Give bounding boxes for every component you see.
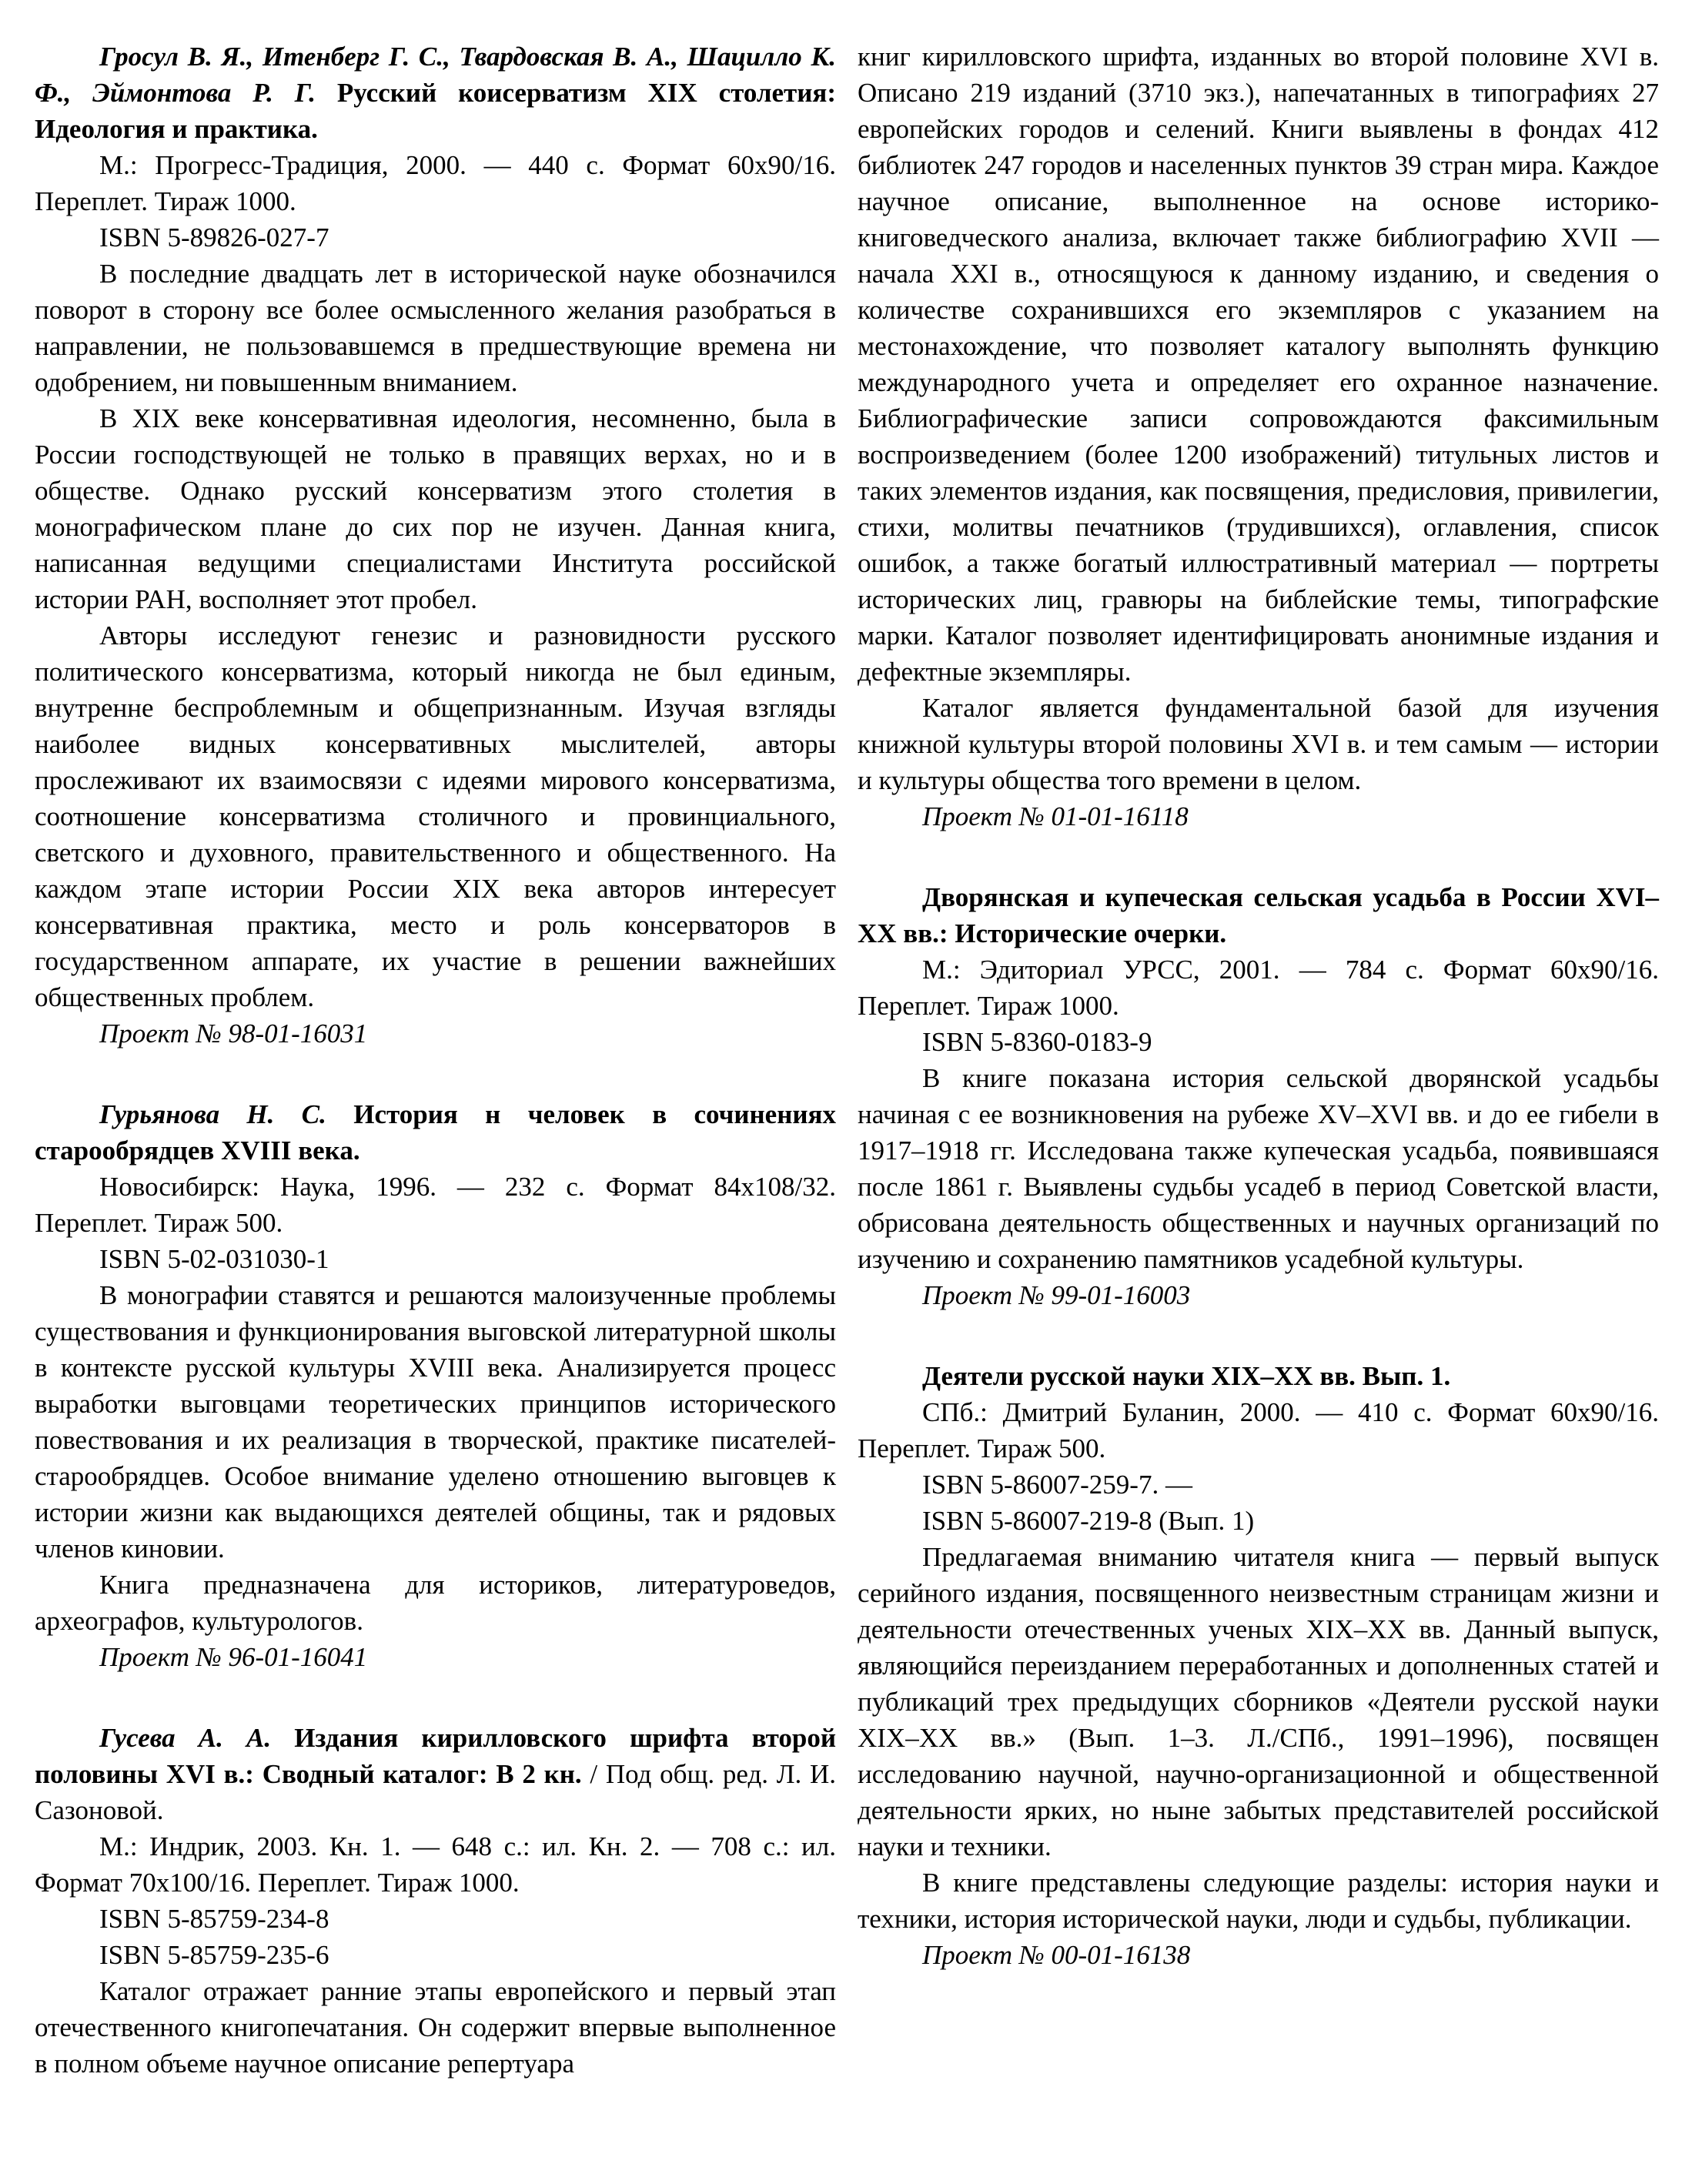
entry-title: История н человек в сочинениях старообрядцев XVIII века. — [35, 1099, 836, 1166]
entry-heading — [35, 1096, 836, 1169]
annotation-paragraph: В книге показана история сельской дворянской усадьбы начиная с ее возникновения на рубеже XV–XVI вв. и до ее гибели в 1917–1918 гг. Исследована также купеческая усадьба, появившаяся после 1861 г. Выявлены судьбы усадеб в период Советской власти, обрисована деятельность общественных и научных организаций по изучению и сохранению памятников усадебной культуры. — [858, 1063, 1659, 1274]
isbn-line: ISBN 5-85759-235-6 — [99, 1940, 329, 1970]
project-number: Проект № 98-01-16031 — [99, 1018, 368, 1049]
annotation-paragraph: В XIX веке консервативная идеология, несомненно, была в России господствующей не только в правящих верхах, но и в обществе. Однако русский консерватизм этого столетия в монографическом плане до сих пор не изучен. Данная книга, написанная ведущими специалистами Института российской истории РАН, восполняет этот пробел. — [35, 403, 836, 614]
imprint-line: М.: Индрик, 2003. Кн. 1. — 648 с.: ил. Кн. 2. — 708 с.: ил. Формат 70х100/16. Переплет. Тираж 1000. — [35, 1831, 836, 1898]
isbn-line: ISBN 5-89826-027-7 — [99, 222, 329, 253]
annotation-paragraph: В монографии ставятся и решаются малоизученные проблемы существования и функционирования выговской литературной школы в контексте русской культуры XVIII века. Анализируется процесс выработки выговцами теоретических принципов исторического повествования и их реализация в творческой, практике писателей-старообрядцев. Особое внимание уделено отношению выговцев к истории жизни как выдающихся деятелей общины, так и рядовых членов киновии. — [35, 1280, 836, 1564]
entry-title: Русский коисерватизм XIX столетия: Идеология и практика. — [35, 78, 836, 144]
entry-authors: Гусева А. А. — [99, 1723, 272, 1753]
isbn-line: ISBN 5-86007-219-8 (Вып. 1) — [922, 1506, 1255, 1536]
annotation-paragraph: Предлагаемая вниманию читателя книга — первый выпуск серийного издания, посвященного неизвестным страницам жизни и деятельности отечественных ученых XIX–XX вв. Данный выпуск, являющийся переизданием переработанных и дополненных статей и публикаций трех предыдущих сборников «Деятели русской науки XIX–XX вв.» (Вып. 1–3. Л./СПб., 1991–1996), посвящен исследованию научной, научно-организационной и общественной деятельности ярких, но ныне забытых представителей российской науки и техники. — [858, 1542, 1659, 1861]
imprint-line: М.: Прогресс-Традиция, 2000. — 440 с. Формат 60х90/16. Переплет. Тираж 1000. — [35, 150, 836, 216]
imprint-line: М.: Эдиториал УРСС, 2001. — 784 с. Формат 60х90/16. Переплет. Тираж 1000. — [858, 955, 1659, 1021]
annotation-paragraph: Книга предназначена для историков, литературоведов, археографов, культурологов. — [35, 1570, 836, 1636]
entry-title: Издания кирилловского шрифта второй половины XVI в.: Сводный каталог: В 2 кн. — [35, 1723, 836, 1789]
isbn-line: ISBN 5-86007-259-7. — — [922, 1470, 1192, 1500]
project-number: Проект № 96-01-16041 — [99, 1642, 368, 1672]
annotation-paragraph: Авторы исследуют генезис и разновидности русского политического консерватизма, который никогда не был единым, внутренне беспроблемным и общепризнанным. Изучая взгляды наиболее видных консервативных мыслителей, авторы прослеживают их взаимосвязи с идеями мирового консерватизма, соотношение консерватизма столичного и провинциального, светского и духовного, правительственного и общественного. На каждом этапе истории России XIX века авторов интересует консервативная практика, место и роль консерваторов в государственном аппарате, их участие в решении важнейших общественных проблем. — [35, 620, 836, 1012]
project-number: Проект № 01-01-16118 — [922, 801, 1189, 831]
entry-title: Дворянская и купеческая сельская усадьба в России XVI–XX вв.: Исторические очерки. — [858, 882, 1659, 948]
annotation-paragraph: Каталог является фундаментальной базой для изучения книжной культуры второй половины XVI в. и тем самым — истории и культуры общества того времени в целом. — [858, 693, 1659, 795]
isbn-line: ISBN 5-8360-0183-9 — [922, 1027, 1152, 1057]
isbn-line: ISBN 5-85759-234-8 — [99, 1904, 329, 1934]
imprint-line: СПб.: Дмитрий Буланин, 2000. — 410 с. Формат 60х90/16. Переплет. Тираж 500. — [858, 1397, 1659, 1463]
left-column — [35, 38, 836, 2184]
annotation-paragraph: Каталог отражает ранние этапы европейского и первый этап отечественного книгопечатания. Он содержит впервые выполненное в полном объеме научное описание репертуара — [35, 1976, 836, 2079]
entry-heading — [858, 879, 1659, 952]
project-number: Проект № 99-01-16003 — [922, 1280, 1191, 1310]
annotation-paragraph: В последние двадцать лет в исторической науке обозначился поворот в сторону все более осмысленного желания разобраться в направлении, не пользовавшемся в предшествующие времена ни одобрением, ни повышенным вниманием. — [35, 259, 836, 397]
entry-heading — [35, 1720, 836, 1828]
annotation-paragraph-continuation: книг кирилловского шрифта, изданных во второй половине XVI в. Описано 219 изданий (3710 экз.), напечатанных в типографиях 27 европейских городов и селений. Книги выявлены в фондах 412 библиотек 247 городов и населенных пунктов 39 стран мира. Каждое научное описание, выполненное на основе историко-книговедческого анализа, включает также библиографию XVII — начала XXI в., относящуюся к данному изданию, и сведения о количестве сохранившихся его экземпляров с указанием на местонахождение, что позволяет каталогу выполнять функцию международного учета и определяет его охранное назначение. Библиографические записи сопровождаются факсимильным воспроизведением (более 1200 изображений) титульных листов и таких элементов издания, как посвящения, предисловия, привилегии, стихи, молитвы печатников (трудившихся), оглавления, список ошибок, а также богатый иллюстративный материал — портреты исторических лиц, гравюры на библейские темы, типографские марки. Каталог позволяет идентифицировать анонимные издания и дефектные экземпляры. — [858, 42, 1659, 687]
entry-heading — [858, 1358, 1659, 1394]
entry-authors: Гурьянова Н. С. — [99, 1099, 326, 1129]
entry-editor-note: / Под общ. ред. Л. И. Сазоновой. — [35, 1759, 836, 1825]
annotation-paragraph: В книге представлены следующие разделы: история науки и техники, история исторической науки, люди и судьбы, публикации. — [858, 1868, 1659, 1934]
right-column — [858, 38, 1659, 2184]
imprint-line: Новосибирск: Наука, 1996. — 232 с. Формат 84х108/32. Переплет. Тираж 500. — [35, 1172, 836, 1238]
entry-authors: Гросул В. Я., Итенберг Г. С., Твардовская В. А., Шацилло К. Ф., Эймонтова Р. Г. — [35, 42, 836, 108]
entry-heading — [35, 38, 836, 147]
isbn-line: ISBN 5-02-031030-1 — [99, 1244, 329, 1274]
entry-title: Деятели русской науки XIX–XX вв. Вып. 1. — [922, 1361, 1451, 1391]
project-number: Проект № 00-01-16138 — [922, 1940, 1191, 1970]
